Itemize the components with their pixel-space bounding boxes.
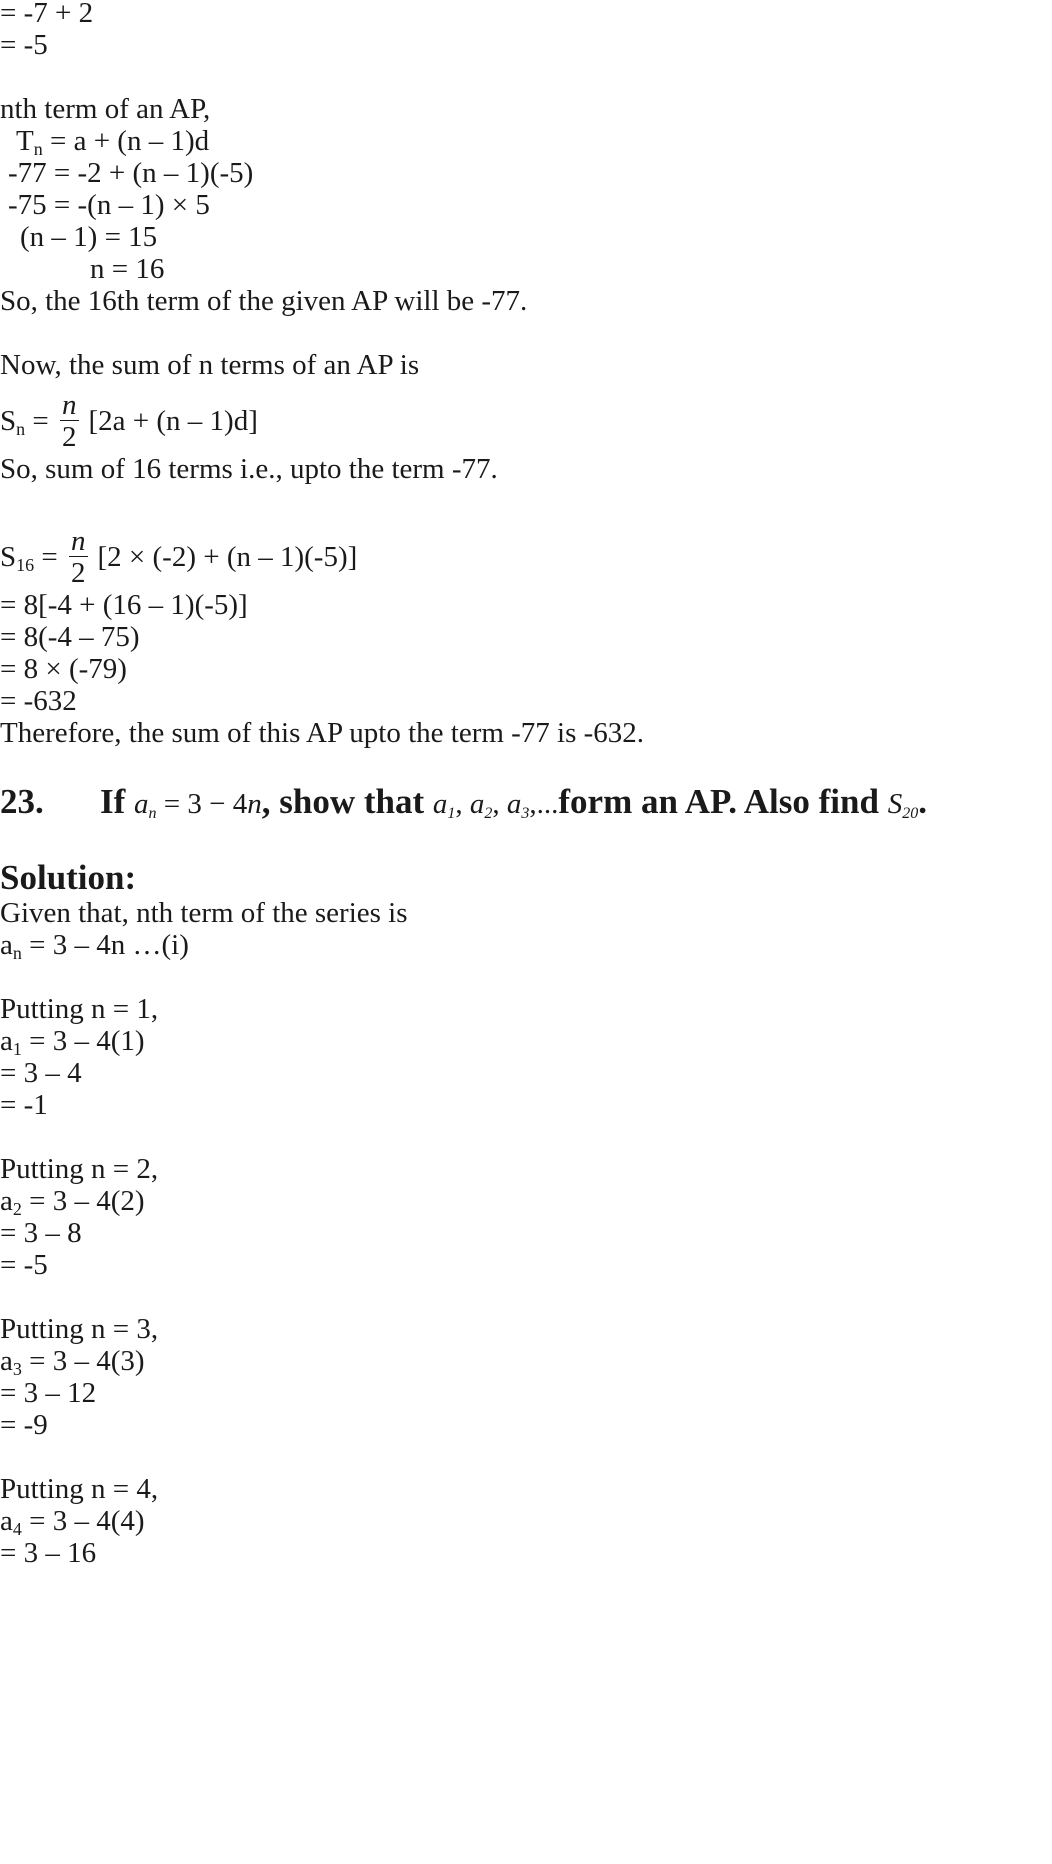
a3-formula: $a_3 = 3 - 4(3)$ xyxy=(0,1345,145,1379)
calc-line: n = 16 xyxy=(90,253,165,285)
calc-line: = -1 xyxy=(0,1089,48,1121)
tn-subscript: n xyxy=(33,139,43,159)
calc-line: = 3 – 8 xyxy=(0,1217,82,1249)
s16-symbol: S xyxy=(0,541,17,574)
calc-line: -75 = -(n – 1) × 5 xyxy=(8,189,210,221)
fraction-numerator: n xyxy=(71,525,86,557)
a1-rhs: = 3 – 4(1) xyxy=(21,1025,145,1057)
question-text-show: , show that xyxy=(261,782,433,821)
a1-formula: $a_1 = 3 - 4(1)$ xyxy=(0,1025,145,1059)
tn-formula xyxy=(16,124,209,158)
s16-subscript: 16 xyxy=(16,555,35,576)
calc-line: = 8[-4 + (16 – 1)(-5)] xyxy=(0,589,248,621)
nth-term-intro: nth term of an AP, xyxy=(0,93,211,125)
a1-subscript: 1 xyxy=(12,1039,22,1059)
question-math-s20: $S_{20}$ xyxy=(887,788,919,822)
calc-line: = -632 xyxy=(0,685,77,717)
calc-line: = 3 – 4 xyxy=(0,1057,82,1089)
calc-line: = -5 xyxy=(0,1249,48,1281)
calc-line: = 8 × (-79) xyxy=(0,653,127,685)
calc-line: = -7 + 2 xyxy=(0,0,94,29)
fraction-numerator: n xyxy=(62,389,77,421)
a3-subscript: 3 xyxy=(12,1359,22,1379)
sum-formula-intro: Now, the sum of n terms of an AP is xyxy=(0,349,420,381)
calc-line: = -9 xyxy=(0,1409,48,1441)
a2-rhs: = 3 – 4(2) xyxy=(21,1185,145,1217)
calc-line: -77 = -2 + (n – 1)(-5) xyxy=(8,157,254,189)
fraction-n-over-2 xyxy=(60,390,79,453)
solution-given: Given that, nth term of the series is xyxy=(0,897,408,929)
sn-symbol: S xyxy=(0,405,17,438)
tn-symbol: T xyxy=(16,125,34,157)
an-rhs: = 3 – 4n …(i) xyxy=(21,929,189,961)
sn-formula xyxy=(0,389,258,455)
sn-subscript: n xyxy=(16,419,26,440)
question-text-if: If xyxy=(100,782,135,821)
s16-bracket: [2 × (-2) + (n – 1)(-5)] xyxy=(97,541,358,574)
fraction-n-over-2 xyxy=(69,526,88,589)
tn-rhs: = a + (n – 1)d xyxy=(42,125,210,157)
putting-line: Putting n = 2, xyxy=(0,1153,159,1185)
sum-upto-line: So, sum of 16 terms i.e., upto the term -77. xyxy=(0,453,498,485)
an-subscript: n xyxy=(12,943,22,963)
an-formula: $a_n = 3 - 4n$ …(i) xyxy=(0,929,189,963)
a3-rhs: = 3 – 4(3) xyxy=(21,1345,145,1377)
question-text-form: form an AP. Also find xyxy=(558,782,888,821)
fraction-denominator: 2 xyxy=(71,557,86,589)
a2-subscript: 2 xyxy=(12,1199,22,1219)
s16-conclusion: Therefore, the sum of this AP upto the term -77 is -632. xyxy=(0,717,645,749)
solution-heading: Solution: xyxy=(0,858,137,897)
calc-line: = -5 xyxy=(0,29,48,61)
a4-formula: $a_4 = 3 - 4(4)$ xyxy=(0,1505,145,1539)
putting-line: Putting n = 1, xyxy=(0,993,159,1025)
sn-bracket: [2a + (n – 1)d] xyxy=(88,405,258,438)
calc-line: (n – 1) = 15 xyxy=(20,221,158,253)
a4-rhs: = 3 – 4(4) xyxy=(21,1505,145,1537)
putting-line: Putting n = 3, xyxy=(0,1313,159,1345)
question-number: 23. xyxy=(0,782,44,821)
a2-formula: $a_2 = 3 - 4(2)$ xyxy=(0,1185,145,1219)
question-23-heading xyxy=(0,782,927,824)
calc-line: = 8(-4 – 75) xyxy=(0,621,140,653)
equals-sign: = xyxy=(25,405,56,438)
nth-term-conclusion: So, the 16th term of the given AP will be -77. xyxy=(0,285,528,317)
putting-line: Putting n = 4, xyxy=(0,1473,159,1505)
s16-formula xyxy=(0,525,358,591)
a4-subscript: 4 xyxy=(12,1519,22,1539)
question-math-an: $a_n = 3 - 4n$ xyxy=(134,788,262,822)
fraction-denominator: 2 xyxy=(62,421,77,453)
calc-line: = 3 – 16 xyxy=(0,1537,97,1569)
equals-sign: = xyxy=(34,541,65,574)
calc-line: = 3 – 12 xyxy=(0,1377,97,1409)
question-math-sequence: $a_1$, $a_2$, $a_3$,... xyxy=(432,788,559,822)
question-text-period: . xyxy=(918,782,927,821)
